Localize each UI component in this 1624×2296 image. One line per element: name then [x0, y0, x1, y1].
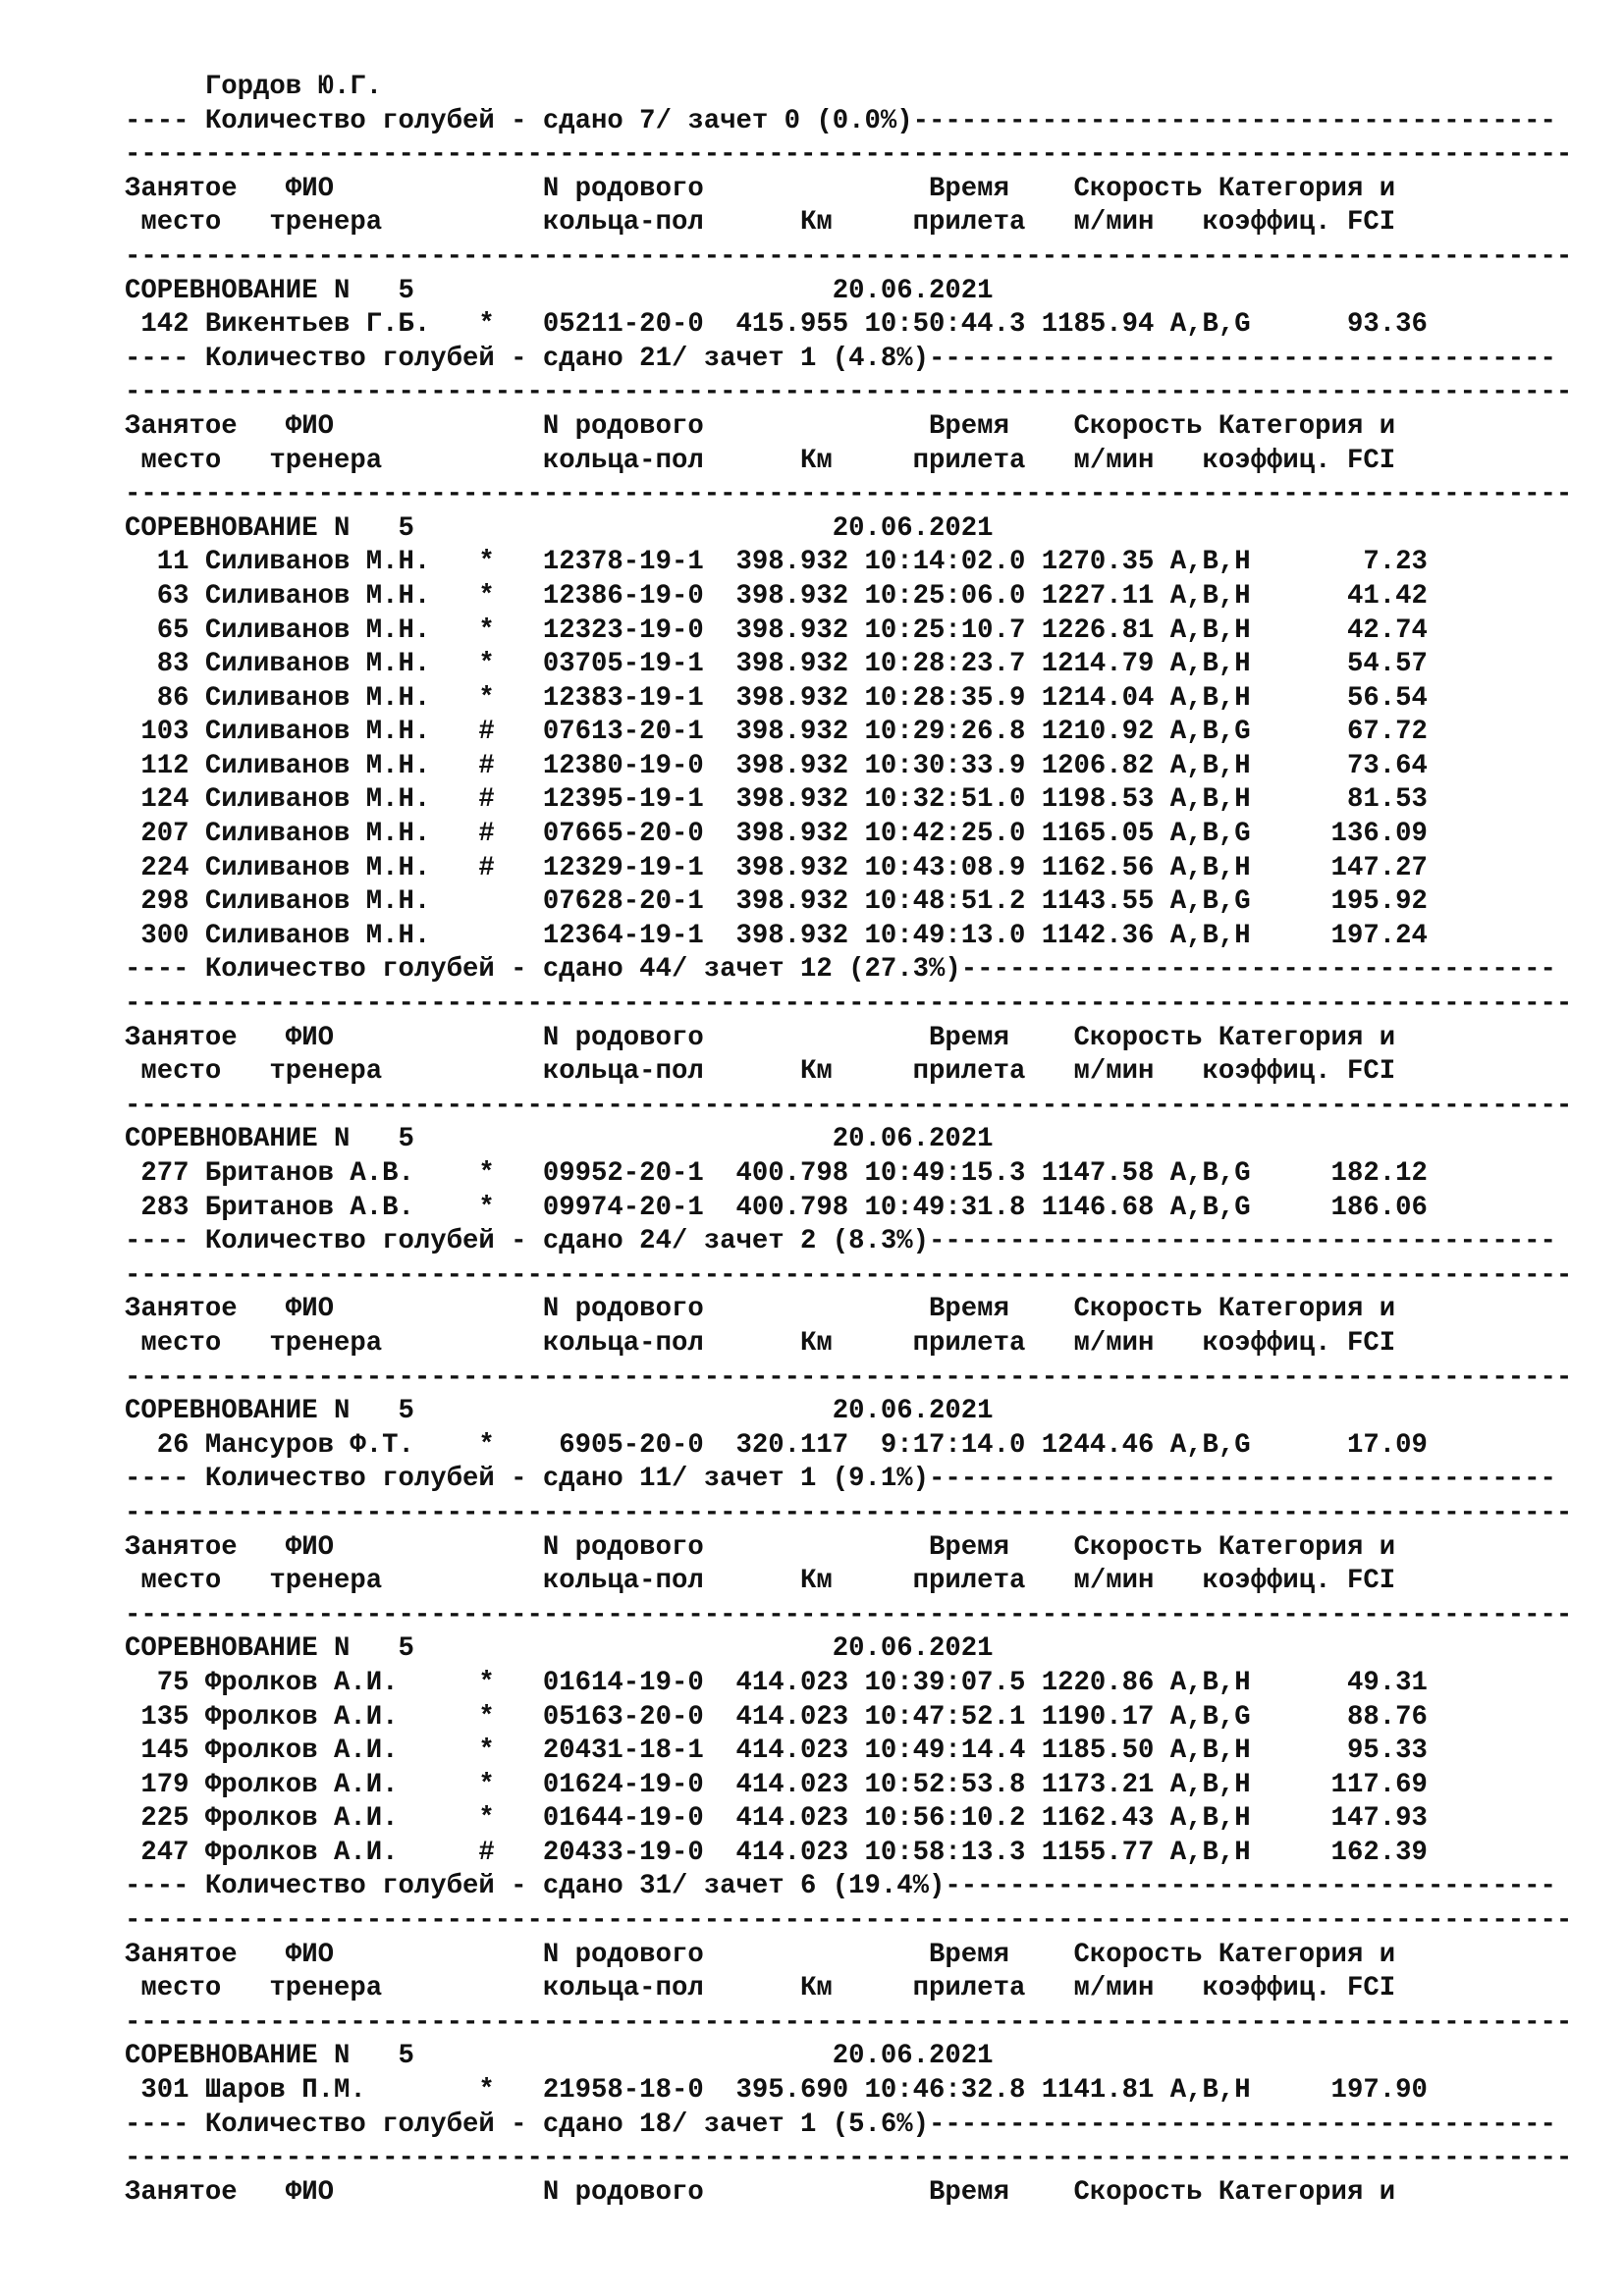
result-row: 83 Силиванов М.Н. * 03705-19-1 398.932 10:28:23.7 1214.79 A,B,H 54.57 — [125, 649, 1428, 680]
rule-line: ------------------------------------------------------------------------------------------ — [125, 1905, 1573, 1937]
column-header-2: место тренера кольца-пол Км прилета м/мин коэффиц. FCI — [125, 1973, 1396, 2004]
summary-line: ---- Количество голубей - сдано 21/ зачет 1 (4.8%)--------------------------------------- — [125, 343, 1556, 374]
competition-line: СОРЕВНОВАНИЕ N 5 20.06.2021 — [125, 2041, 994, 2072]
rule-line: ------------------------------------------------------------------------------------------ — [125, 1259, 1573, 1291]
result-row: 124 Силиванов М.Н. # 12395-19-1 398.932 10:32:51.0 1198.53 A,B,H 81.53 — [125, 784, 1428, 816]
summary-line: ---- Количество голубей - сдано 44/ зачет 12 (27.3%)------------------------------------- — [125, 954, 1556, 986]
rule-line: ------------------------------------------------------------------------------------------ — [125, 2143, 1573, 2174]
column-header-1: Занятое ФИО N родового Время Скорость Категория и — [125, 1022, 1396, 1053]
result-row: 277 Британов А.В. * 09952-20-1 400.798 10:49:15.3 1147.58 A,B,G 182.12 — [125, 1158, 1428, 1189]
column-header-1: Занятое ФИО N родового Время Скорость Категория и — [125, 1531, 1396, 1563]
result-row: 225 Фролков А.И. * 01644-19-0 414.023 10:56:10.2 1162.43 A,B,H 147.93 — [125, 1803, 1428, 1835]
competition-line: СОРЕВНОВАНИЕ N 5 20.06.2021 — [125, 512, 994, 544]
rule-line: ------------------------------------------------------------------------------------------ — [125, 1090, 1573, 1121]
result-row: 65 Силиванов М.Н. * 12323-19-0 398.932 10:25:10.7 1226.81 A,B,H 42.74 — [125, 614, 1428, 646]
result-row: 247 Фролков А.И. # 20433-19-0 414.023 10:58:13.3 1155.77 A,B,H 162.39 — [125, 1837, 1428, 1868]
column-header-1: Занятое ФИО N родового Время Скорость Категория и — [125, 1939, 1396, 1970]
summary-line: ---- Количество голубей - сдано 11/ зачет 1 (9.1%)--------------------------------------- — [125, 1464, 1556, 1495]
result-row: 11 Силиванов М.Н. * 12378-19-1 398.932 10:14:02.0 1270.35 A,B,H 7.23 — [125, 547, 1428, 578]
column-header-2: место тренера кольца-пол Км прилета м/мин коэффиц. FCI — [125, 445, 1396, 476]
result-row: 145 Фролков А.И. * 20431-18-1 414.023 10:49:14.4 1185.50 A,B,H 95.33 — [125, 1735, 1428, 1767]
column-header-1: Занятое ФИО N родового Время Скорость Категория и — [125, 410, 1396, 442]
result-row: 75 Фролков А.И. * 01614-19-0 414.023 10:39:07.5 1220.86 A,B,H 49.31 — [125, 1667, 1428, 1698]
summary-line: ---- Количество голубей - сдано 31/ зачет 6 (19.4%)-------------------------------------- — [125, 1871, 1556, 1902]
competition-line: СОРЕВНОВАНИЕ N 5 20.06.2021 — [125, 1396, 994, 1427]
summary-line: ---- Количество голубей - сдано 24/ зачет 2 (8.3%)--------------------------------------- — [125, 1226, 1556, 1257]
rule-line: ------------------------------------------------------------------------------------------ — [125, 139, 1573, 171]
rule-line: ------------------------------------------------------------------------------------------ — [125, 1362, 1573, 1393]
result-row: 142 Викентьев Г.Б. * 05211-20-0 415.955 10:50:44.3 1185.94 A,B,G 93.36 — [125, 309, 1428, 341]
result-row: 224 Силиванов М.Н. # 12329-19-1 398.932 10:43:08.9 1162.56 A,B,H 147.27 — [125, 852, 1428, 883]
column-header-2: место тренера кольца-пол Км прилета м/мин коэффиц. FCI — [125, 1056, 1396, 1088]
result-row: 63 Силиванов М.Н. * 12386-19-0 398.932 10:25:06.0 1227.11 A,B,H 41.42 — [125, 580, 1428, 612]
result-row: 300 Силиванов М.Н. 12364-19-1 398.932 10:49:13.0 1142.36 A,B,H 197.24 — [125, 920, 1428, 951]
column-header-1: Занятое ФИО N родового Время Скорость Категория и — [125, 2176, 1396, 2208]
column-header-2: место тренера кольца-пол Км прилета м/мин коэффиц. FCI — [125, 207, 1396, 239]
summary-line: ---- Количество голубей - сдано 18/ зачет 1 (5.6%)--------------------------------------- — [125, 2109, 1556, 2140]
competition-line: СОРЕВНОВАНИЕ N 5 20.06.2021 — [125, 1124, 994, 1155]
rule-line: ------------------------------------------------------------------------------------------ — [125, 479, 1573, 510]
column-header-1: Занятое ФИО N родового Время Скорость Категория и — [125, 1294, 1396, 1325]
result-row: 301 Шаров П.М. * 21958-18-0 395.690 10:46:32.8 1141.81 A,B,H 197.90 — [125, 2075, 1428, 2107]
rule-line: ------------------------------------------------------------------------------------------ — [125, 1599, 1573, 1630]
result-row: 86 Силиванов М.Н. * 12383-19-1 398.932 10:28:35.9 1214.04 A,B,H 56.54 — [125, 682, 1428, 714]
column-header-2: место тренера кольца-пол Км прилета м/мин коэффиц. FCI — [125, 1327, 1396, 1359]
result-row: 135 Фролков А.И. * 05163-20-0 414.023 10:47:52.1 1190.17 A,B,G 88.76 — [125, 1701, 1428, 1733]
fancier-name: Гордов Ю.Г. — [125, 72, 383, 102]
rule-line: ------------------------------------------------------------------------------------------ — [125, 988, 1573, 1020]
result-row: 298 Силиванов М.Н. 07628-20-1 398.932 10:48:51.2 1143.55 A,B,G 195.92 — [125, 886, 1428, 918]
competition-line: СОРЕВНОВАНИЕ N 5 20.06.2021 — [125, 1633, 994, 1665]
result-row: 207 Силиванов М.Н. # 07665-20-0 398.932 10:42:25.0 1165.05 A,B,G 136.09 — [125, 819, 1428, 850]
result-row: 283 Британов А.В. * 09974-20-1 400.798 10:49:31.8 1146.68 A,B,G 186.06 — [125, 1192, 1428, 1223]
rule-line: ------------------------------------------------------------------------------------------ — [125, 240, 1573, 272]
result-row: 112 Силиванов М.Н. # 12380-19-0 398.932 10:30:33.9 1206.82 A,B,H 73.64 — [125, 750, 1428, 781]
rule-line: ------------------------------------------------------------------------------------------ — [125, 2006, 1573, 2038]
result-row: 26 Мансуров Ф.Т. * 6905-20-0 320.117 9:17:14.0 1244.46 A,B,G 17.09 — [125, 1429, 1428, 1461]
rule-line: ------------------------------------------------------------------------------------------ — [125, 1497, 1573, 1528]
summary-line: ---- Количество голубей - сдано 7/ зачет 0 (0.0%)---------------------------------------- — [125, 105, 1556, 136]
competition-line: СОРЕВНОВАНИЕ N 5 20.06.2021 — [125, 275, 994, 306]
result-row: 179 Фролков А.И. * 01624-19-0 414.023 10:52:53.8 1173.21 A,B,H 117.69 — [125, 1769, 1428, 1800]
column-header-1: Занятое ФИО N родового Время Скорость Категория и — [125, 173, 1396, 204]
rule-line: ------------------------------------------------------------------------------------------ — [125, 377, 1573, 408]
results-report — [125, 71, 1597, 2210]
result-row: 103 Силиванов М.Н. # 07613-20-1 398.932 10:29:26.8 1210.92 A,B,G 67.72 — [125, 717, 1428, 748]
column-header-2: место тренера кольца-пол Км прилета м/мин коэффиц. FCI — [125, 1566, 1396, 1597]
